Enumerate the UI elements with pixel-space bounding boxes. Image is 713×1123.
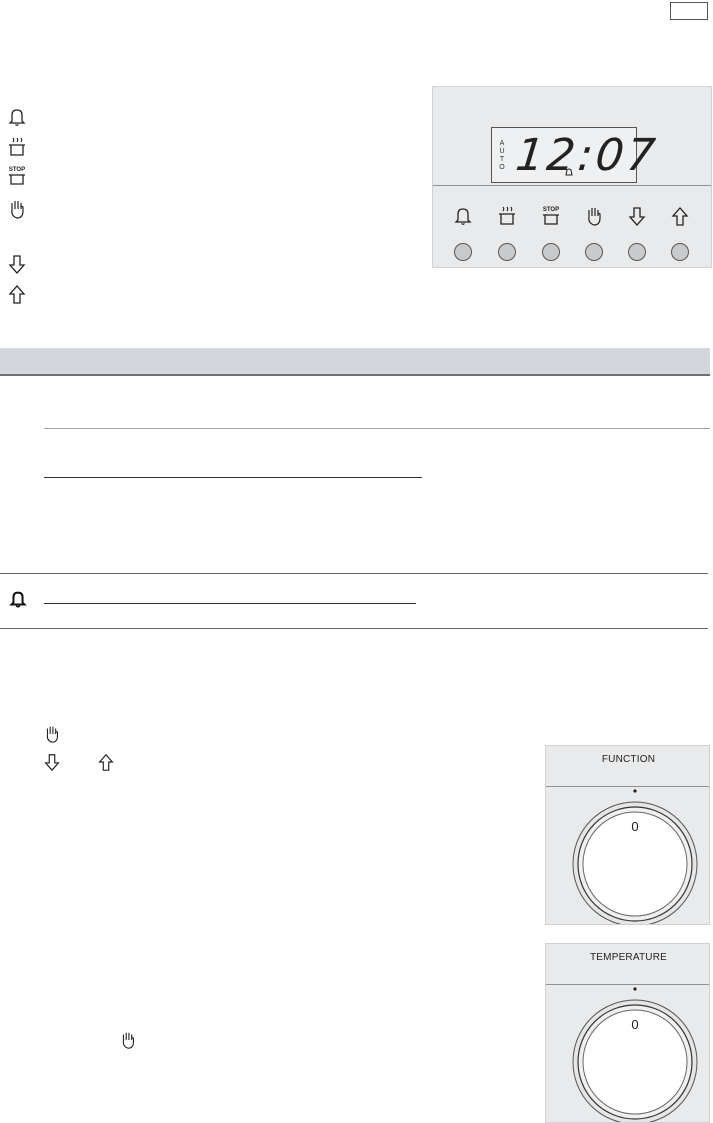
temperature-knob-label: TEMPERATURE [589, 952, 668, 963]
page-number-box [670, 2, 708, 20]
stop-pot-icon [6, 165, 28, 187]
function-knob[interactable] [546, 786, 710, 925]
temperature-knob[interactable] [546, 984, 710, 1123]
bell-icon [452, 205, 474, 227]
bell-note-icon [8, 589, 28, 609]
bell-icon [6, 106, 28, 128]
arrow-up-icon [669, 205, 691, 227]
function-knob-zero: 0 [631, 819, 639, 834]
arrow-up-icon [96, 752, 116, 772]
clock-time: 12:07 [513, 130, 661, 181]
arrow-down-icon [626, 205, 648, 227]
note-underline-rule [44, 603, 416, 604]
manual-button[interactable] [585, 243, 603, 261]
alarm-button[interactable] [454, 243, 472, 261]
stop-pot-icon [540, 205, 562, 227]
auto-indicator: A U T O [499, 140, 505, 171]
temperature-knob-zero: 0 [631, 1017, 639, 1032]
section-header-bar [0, 348, 710, 376]
cooking-time-button[interactable] [498, 243, 516, 261]
hand-icon [6, 198, 28, 220]
panel-stop-label: STOP [542, 207, 560, 213]
minus-button[interactable] [628, 243, 646, 261]
separator-line [44, 428, 710, 429]
hand-icon [583, 205, 605, 227]
underline-rule [44, 477, 422, 478]
function-knob-label: FUNCTION [601, 754, 656, 765]
clock-display [491, 127, 661, 183]
pot-steam-icon [496, 205, 518, 227]
bell-indicator-icon [564, 164, 574, 174]
hand-icon [118, 1030, 138, 1050]
function-knob-card [545, 745, 710, 925]
arrow-down-icon [6, 253, 28, 275]
plus-button[interactable] [671, 243, 689, 261]
hand-icon [42, 724, 62, 744]
arrow-down-icon [42, 752, 62, 772]
temperature-knob-card [545, 943, 710, 1123]
note-top-rule [0, 573, 708, 574]
oven-control-panel [432, 86, 712, 268]
pot-steam-icon [6, 136, 28, 158]
end-time-button[interactable] [542, 243, 560, 261]
arrow-up-icon [6, 283, 28, 305]
legend-stop-label: STOP [8, 167, 26, 173]
note-bottom-rule [0, 628, 708, 629]
panel-divider [433, 185, 711, 186]
